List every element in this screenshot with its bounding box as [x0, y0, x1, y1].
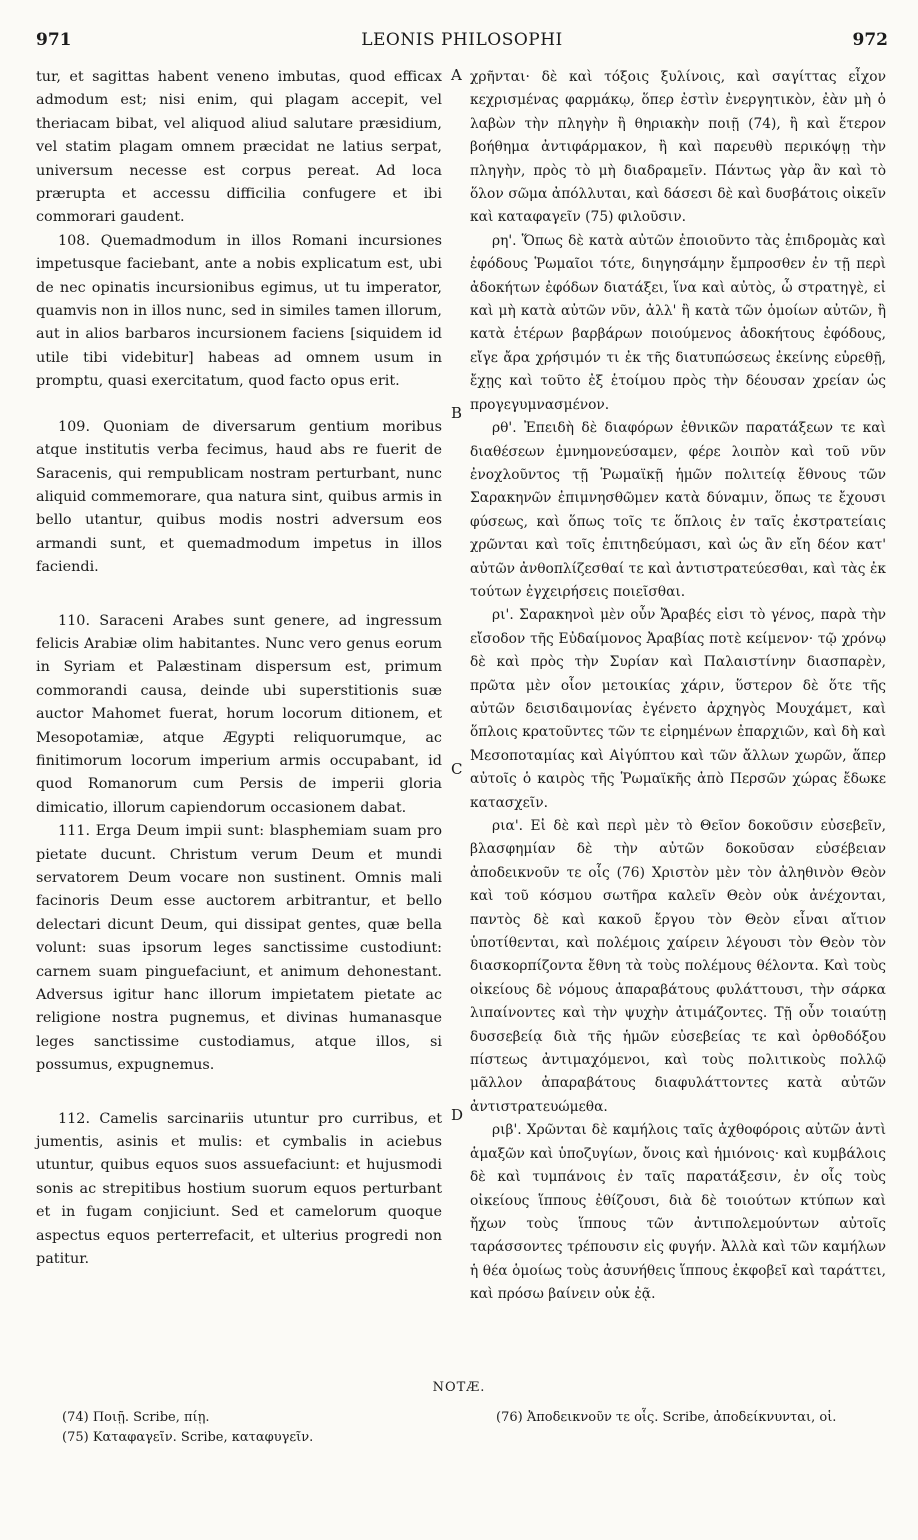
- note-74: (74) Ποιῇ. Scribe, πίῃ.: [62, 1410, 210, 1425]
- notes-heading: NOTÆ.: [432, 1380, 486, 1395]
- running-title: LEONIS PHILOSOPHI: [361, 30, 563, 50]
- note-75: (75) Καταφαγεῖν. Scribe, καταφυγεῖν.: [62, 1430, 314, 1445]
- greek-paragraph-continued: χρῆνται· δὲ καὶ τόξοις ξυλίνοις, καὶ σαγίττας εἶχον κεχρισμένας φαρμάκῳ, ὅπερ ἐστὶν ἐνεργητικὸν, ἐὰν μὴ ὁ λαβὼν τὴν πληγὴν ἢ θηριακὴν ποιῇ (74), ἢ καὶ ἕτερον βοήθημα ἀντιφάρμακον, ἢ καὶ παρευθὺ περικόψῃ τὴν πληγὴν, πρὸς τὸ μὴ διαδραμεῖν. Πάντως γὰρ ἂν καὶ τὸ ὅλον σῶμα ἀπόλλυται, καὶ δάσεσι δὲ καὶ δυσβάτοις οἰκεῖν καὶ καταφαγεῖν (75) φιλοῦσιν.: [470, 69, 886, 226]
- margin-letter-d: D: [451, 1106, 464, 1124]
- note-76: (76) Ἀποδεικνοῦν τε οἷς. Scribe, ἀποδείκνυνται, οἱ.: [496, 1410, 837, 1425]
- running-header: [36, 30, 888, 56]
- latin-paragraph-112: 112. Camelis sarcinariis utuntur pro curribus, et jumentis, asinis et mulis: et cymbalis in aciebus utuntur, quibus equos suos assuefaciunt: et hujusmodi sonis ac strepitibus hostium suorum equos perturbant et in fugam conjiciunt. Sed et camelorum quoque aspectus equos perterrefacit, et ulterius progredi non patitur.: [36, 1110, 442, 1268]
- latin-column: [36, 66, 442, 1272]
- greek-paragraph-111: ρια'. Εἰ δὲ καὶ περὶ μὲν τὸ Θεῖον δοκοῦσιν εὐσεβεῖν, βλασφημίαν δὲ τὴν αὐτῶν δοκοῦσαν εὐσέβειαν ἀποδεικνοῦν τε οἷς (76) Χριστὸν μὲν τὸν ἀληθινὸν Θεὸν καὶ τοῦ κόσμου σωτῆρα καλεῖν Θεὸν οὐκ ἀνέχονται, παντὸς δὲ καὶ κακοῦ ἔργου τὸν Θεὸν εἶναι αἴτιον ὑποτίθενται, καὶ πολέμοις χαίρειν λέγουσι τὸν Θεὸν τὸν διασκορπίζοντα ἔθνη τὰ τοὺς πολέμους θέλοντα. Καὶ τοὺς οἰκείους δὲ νόμους ἀπαραβάτους φυλάττουσι, τὴν σάρκα λιπαίνοντες καὶ τὴν ψυχὴν ἀτιμάζοντες. Τῇ οὖν τοιαύτῃ δυσσεβείᾳ διὰ τῆς ἡμῶν εὐσεβείας τε καὶ ὀρθοδόξου πίστεως ἀντιμαχόμενοι, καὶ τοὺς πολιτικοὺς πολλῷ μᾶλλον ἀπαραβάτους διαφυλάττοντες κατὰ αὐτῶν ἀντιστρατευώμεθα.: [470, 818, 886, 1115]
- page-number-left: 971: [36, 30, 72, 50]
- greek-paragraph-109: ρθ'. Ἐπειδὴ δὲ διαφόρων ἐθνικῶν παρατάξεων τε καὶ διαθέσεων ἐμνημονεύσαμεν, φέρε λοιπὸν καὶ τοῦ νῦν ἐνοχλοῦντος τῇ Ῥωμαϊκῇ ἡμῶν πολιτείᾳ ἔθνους τῶν Σαρακηνῶν ἐπιμνησθῶμεν κατὰ δύναμιν, ὅπως τε ἔχουσι φύσεως, καὶ ὅπως τοῖς τε ὅπλοις ἐν ταῖς ἐκστρατείαις χρῶνται καὶ τοῖς ἐπιτηδεύμασι, καὶ ὡς ἂν εἴη δέον κατ' αὐτῶν ἀνθοπλίζεσθαί τε καὶ ἀντιστρατεύεσθαι, καὶ τὰς ἐκ τούτων ἐγχειρήσεις ποιεῖσθαι.: [470, 420, 886, 600]
- greek-paragraph-110: ρι'. Σαρακηνοὶ μὲν οὖν Ἄραβές εἰσι τὸ γένος, παρὰ τὴν εἴσοδον τῆς Εὐδαίμονος Ἀραβίας ποτὲ κείμενον· τῷ χρόνῳ δὲ καὶ πρὸς τὴν Συρίαν καὶ Παλαιστίνην διασπαρὲν, πρῶτα μὲν οἷον μετοικίας χάριν, ὕστερον δὲ ὅτε τῆς αὐτῶν δεισιδαιμονίας ἐγένετο ἀρχηγὸς Μουχάμετ, καὶ ὅπλοις κρατοῦντες τῶν τε εἰρημένων ἐπαρχιῶν, καὶ δὴ καὶ Μεσοποταμίας καὶ Αἰγύπτου καὶ τῶν ἄλλων χωρῶν, ἅπερ αὐτοῖς ὁ καιρὸς τῆς Ῥωμαϊκῆς ἀπὸ Περσῶν χώρας ἔδωκε κατασχεῖν.: [470, 607, 886, 811]
- notes-left-column: [62, 1408, 442, 1448]
- greek-paragraph-108: ρη'. Ὅπως δὲ κατὰ αὐτῶν ἐποιοῦντο τὰς ἐπιδρομὰς καὶ ἐφόδους Ῥωμαῖοι τότε, διηγησάμην ἔμπροσθεν ἐν τῇ περὶ ἀδοκήτων ἐφόδων διατάξει, ἵνα καὶ αὐτὸς, ὦ στρατηγὲ, εἰ καὶ μὴ κατὰ αὐτῶν νῦν, ἀλλ' ἢ κατὰ τῶν ὁμοίων αὐτῶν, ἢ κατὰ ἑτέρων βαρβάρων ποιούμενος ἀδοκήτους ἐφόδους, εἴγε ἄρα χρήσιμόν τι ἐκ τῆς διατυπώσεως ἐκείνης εὑρεθῇ, ἔχῃς καὶ τοῦτο ἐξ ἑτοίμου πρὸς τὴν δέουσαν χρείαν ὡς προγεγυμνασμένον.: [470, 232, 886, 413]
- margin-letter-b: B: [451, 404, 463, 422]
- latin-paragraph-110: 110. Saraceni Arabes sunt genere, ad ingressum felicis Arabiæ olim habitantes. Nunc vero genus eorum in Syriam et Palæstinam dispersum est, primum commorandi causa, deinde ubi superstitionis suæ auctor Mahomet fuerat, horum locorum ditionem, et Mesopotamiæ, atque Ægypti reliquorumque, ac finitimorum locorum imperium armis occupabant, id quod Romanorum cum Persis de imperii gloria dimicatio, illorum capiendorum occasionem dabat.: [36, 612, 442, 816]
- latin-paragraph-109: 109. Quoniam de diversarum gentium moribus atque institutis verba fecimus, haud abs re fuerit de Saracenis, qui rempublicam nostram perturbant, nunc aliquid commemorare, qua natura sint, quibus armis in bello utantur, quibus modis nostri adversum eos armandi sunt, et quemadmodum impetus in illos faciendi.: [36, 418, 442, 576]
- margin-letter-c: C: [451, 760, 463, 778]
- page-number-right: 972: [852, 30, 888, 50]
- greek-column: [470, 66, 886, 1307]
- latin-paragraph-108: 108. Quemadmodum in illos Romani incursiones impetusque faciebant, ante a nobis explicatum est, ubi de nec opinatis incursionibus egimus, ut tu imperator, quamvis non in illos nunc, sed in similes tamen illorum, aut in alios barbaros incursionem faciens [siquidem id utile tibi videbitur] habeas ad omnem usum in promptu, quasi exercitatum, quod facto opus erit.: [36, 232, 442, 390]
- latin-paragraph-111: 111. Erga Deum impii sunt: blasphemiam suam pro pietate ducunt. Christum verum Deum et mundi servatorem Deum vocare non sustinent. Omnis mali facinoris Deum esse auctorem arbitrantur, et bello delectari dicunt Deum, qui dissipat gentes, quæ bella volunt: suas ipsorum leges sanctissime custodiunt: carnem suam pinguefaciunt, et animum dehonestant. Adversus igitur hanc illorum impietatem pietate ac religione nostra pugnemus, et divinas humanasque leges sanctissime custodiamus, atque illos, si possumus, expugnemus.: [36, 823, 442, 1074]
- greek-paragraph-112: ριβ'. Χρῶνται δὲ καμήλοις ταῖς ἀχθοφόροις αὐτῶν ἀντὶ ἁμαξῶν καὶ ὑποζυγίων, ὄνοις καὶ ἡμιόνοις· καὶ κυμβάλοις δὲ καὶ τυμπάνοις ἐν ταῖς παρατάξεσιν, ἐν οἷς τοὺς οἰκείους ἵππους ἐθίζουσι, διὰ δὲ τοιούτων κτύπων καὶ ἤχων τοὺς ἵππους τῶν ἀντιπολεμούντων αὐτοῖς ταράσσοντες τρέπουσιν εἰς φυγήν. Ἀλλὰ καὶ τῶν καμήλων ἡ θέα ὁμοίως τοὺς ἀσυνήθεις ἵππους ἐκφοβεῖ καὶ ταράττει, καὶ πρόσω βαίνειν οὐκ ἐᾷ.: [470, 1122, 886, 1303]
- margin-letter-a: A: [451, 66, 462, 84]
- notes-right-column: [496, 1408, 886, 1428]
- latin-paragraph-continued: tur, et sagittas habent veneno imbutas, quod efficax admodum est; nisi enim, qui plagam accepit, vel theriacam bibat, vel aliquod aliud salutare præsidium, vel statim plagam omnem præcidat ne latius serpat, universum necesse est corpus pereat. Ad loca prærupta et accessu difficilia confugere et ibi commorari gaudent.: [36, 69, 442, 226]
